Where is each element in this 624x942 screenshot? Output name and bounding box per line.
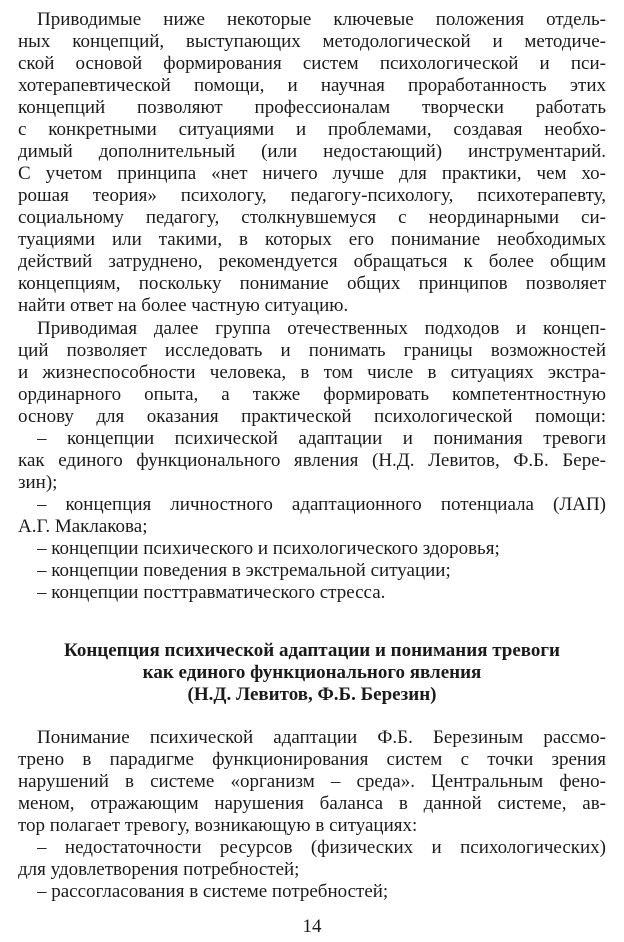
- list-item-continuation: как единого функционального явления (Н.Д. Левитов, Ф.Б. Бере-: [18, 450, 606, 471]
- list-item-continuation: А.Г. Маклакова;: [18, 516, 148, 537]
- text-line: ций позволяет исследовать и понимать границы возможностей: [18, 340, 606, 361]
- list-item: – концепции психической адаптации и понимания тревоги: [37, 428, 606, 449]
- list-item: – концепции посттравматического стресса.: [37, 582, 386, 603]
- text-line: найти ответ на более частную ситуацию.: [18, 295, 349, 316]
- text-line: и жизнеспособности человека, в том числе в ситуациях экстра-: [18, 362, 606, 383]
- list-item: – недостаточности ресурсов (физических и психологических): [37, 837, 606, 858]
- list-item-continuation: для удовлетворения потребностей;: [18, 859, 300, 880]
- heading-line: как единого функционального явления: [142, 662, 482, 683]
- text-line: тор полагает тревогу, возникающую в ситуациях:: [18, 815, 418, 836]
- heading-line: Концепция психической адаптации и понимания тревоги: [63, 640, 561, 661]
- text-line: туациями или такими, в которых его понимание необходимых: [18, 229, 606, 250]
- text-line: трено в парадигме функционирования систем с точки зрения: [18, 749, 606, 770]
- text-line: меном, отражающим нарушения баланса в данной системе, ав-: [18, 793, 606, 814]
- text-line: Приводимая далее группа отечественных подходов и концеп-: [37, 318, 606, 339]
- text-line: С учетом принципа «нет ничего лучше для практики, чем хо-: [18, 163, 606, 184]
- text-line: ординарного опыта, а также формировать компетентностную: [18, 384, 606, 405]
- page-number: 14: [302, 916, 322, 937]
- list-item: – концепции психического и психологического здоровья;: [37, 538, 500, 559]
- list-item-continuation: зин);: [18, 472, 58, 493]
- list-item: – концепция личностного адаптационного потенциала (ЛАП): [37, 494, 606, 515]
- text-line: рошая теория» психологу, педагогу-психологу, психотерапевту,: [18, 185, 606, 206]
- text-line: концепциям, поскольку понимание общих принципов позволяет: [18, 273, 606, 294]
- text-line: хотерапевтической помощи, и научная проработанность этих: [18, 75, 606, 96]
- text-line: ных концепций, выступающих методологической и методиче-: [18, 31, 606, 52]
- text-line: ской основой формирования систем психологической и пси-: [18, 53, 606, 74]
- text-line: нарушений в системе «организм – среда». Центральным фено-: [18, 771, 606, 792]
- text-line: социальному педагогу, столкнувшемуся с неординарными си-: [18, 207, 606, 228]
- text-line: действий затруднено, рекомендуется обращаться к более общим: [18, 251, 606, 272]
- text-line: основу для оказания практической психологической помощи:: [18, 406, 606, 427]
- text-line: с конкретными ситуациями и проблемами, создавая необхо-: [18, 119, 606, 140]
- list-item: – концепции поведения в экстремальной ситуации;: [37, 560, 451, 581]
- text-line: Понимание психической адаптации Ф.Б. Березиным рассмо-: [37, 727, 606, 748]
- heading-line: (Н.Д. Левитов, Ф.Б. Березин): [187, 684, 437, 705]
- text-line: концепций позволяют профессионалам творчески работать: [18, 97, 606, 118]
- list-item: – рассогласования в системе потребностей;: [37, 881, 389, 902]
- text-line: Приводимые ниже некоторые ключевые положения отдель-: [37, 9, 606, 30]
- text-line: димый дополнительный (или недостающий) инструментарий.: [18, 141, 606, 162]
